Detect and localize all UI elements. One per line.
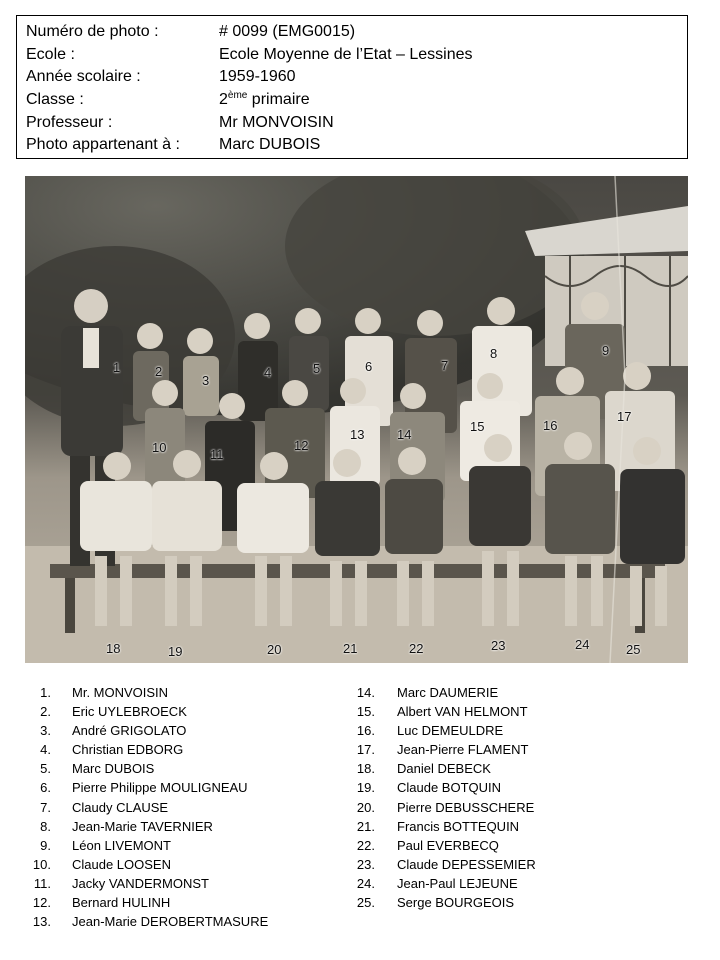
list-item	[24, 874, 268, 893]
item-name: Francis BOTTEQUIN	[397, 818, 520, 834]
item-number: 25.	[356, 895, 375, 911]
list-item	[24, 740, 268, 759]
item-name: Jean-Marie DEROBERTMASURE	[72, 914, 269, 930]
list-item	[342, 817, 536, 836]
list-item	[24, 683, 268, 702]
class-suffix: primaire	[247, 91, 310, 109]
list-item	[24, 893, 268, 912]
info-row-class	[26, 89, 687, 112]
info-value: Marc DUBOIS	[219, 136, 321, 154]
item-name: Jean-Marie TAVERNIER	[72, 818, 213, 834]
list-item	[24, 817, 268, 836]
list-item	[342, 683, 536, 702]
person-marker: 9	[602, 343, 610, 358]
person-marker: 10	[152, 440, 167, 455]
person-marker: 18	[106, 641, 121, 656]
item-number: 21.	[356, 818, 375, 834]
item-number: 15.	[356, 704, 375, 720]
info-value: # 0099 (EMG0015)	[219, 23, 356, 40]
person-marker: 22	[409, 641, 424, 656]
person-marker: 6	[365, 359, 373, 374]
person-marker: 5	[313, 361, 321, 376]
info-row-owner	[26, 134, 687, 157]
item-name: Jean-Pierre FLAMENT	[397, 742, 529, 758]
list-item	[342, 778, 536, 797]
item-number: 6.	[40, 780, 51, 796]
person-marker: 14	[397, 427, 412, 442]
list-item	[342, 759, 536, 778]
item-name: Mr. MONVOISIN	[72, 685, 169, 700]
list-item	[342, 874, 536, 893]
item-name: Claude LOOSEN	[72, 856, 171, 872]
item-name: Jean-Paul LEJEUNE	[397, 875, 518, 891]
list-item	[24, 721, 268, 740]
item-name: Serge BOURGEOIS	[397, 895, 515, 911]
info-value	[219, 89, 310, 112]
item-name: André GRIGOLATO	[72, 723, 187, 739]
info-label: Ecole :	[26, 45, 75, 63]
list-item	[24, 759, 268, 778]
item-number: 13.	[32, 914, 51, 930]
item-number: 12.	[32, 895, 51, 911]
item-number: 10.	[32, 856, 51, 872]
names-list-left	[24, 683, 268, 931]
person-marker: 20	[267, 642, 282, 657]
person-marker: 12	[294, 438, 309, 453]
person-marker: 13	[350, 427, 365, 442]
item-name: Léon LIVEMONT	[72, 837, 171, 853]
item-name: Eric UYLEBROECK	[72, 704, 187, 720]
info-row-school-year	[26, 66, 687, 89]
info-row-photo-number	[26, 21, 687, 44]
item-number: 7.	[40, 799, 51, 815]
item-number: 9.	[40, 837, 51, 853]
list-item	[342, 893, 536, 912]
list-item	[342, 836, 536, 855]
item-number: 23.	[356, 856, 375, 872]
list-item	[24, 778, 268, 797]
list-item	[342, 855, 536, 874]
person-marker: 4	[264, 365, 272, 380]
photo-info-box	[16, 15, 688, 159]
info-value: Mr MONVOISIN	[219, 113, 334, 131]
info-row-teacher	[26, 112, 687, 135]
item-name: Bernard HULINH	[72, 895, 171, 911]
item-name: Claude BOTQUIN	[397, 780, 502, 796]
list-item	[24, 912, 268, 931]
item-number: 5.	[40, 761, 51, 777]
person-marker: 16	[543, 418, 558, 433]
list-item	[24, 855, 268, 874]
item-number: 19.	[356, 780, 375, 796]
person-marker: 8	[490, 346, 498, 361]
item-number: 3.	[40, 723, 51, 739]
info-value: 1959-1960	[219, 68, 296, 86]
list-item	[342, 721, 536, 740]
item-name: Daniel DEBECK	[397, 761, 491, 777]
class-photo	[25, 176, 688, 663]
person-marker: 7	[441, 358, 449, 373]
list-item	[24, 702, 268, 721]
info-value: Ecole Moyenne de l’Etat – Lessines	[219, 45, 473, 63]
item-number: 24.	[356, 875, 375, 891]
class-photo-illustration	[25, 176, 688, 663]
person-marker: 24	[575, 637, 590, 652]
person-marker: 23	[491, 638, 506, 653]
list-item	[24, 836, 268, 855]
info-label: Professeur :	[26, 113, 113, 131]
item-name: Albert VAN HELMONT	[397, 704, 528, 720]
info-label: Numéro de photo :	[26, 23, 159, 40]
item-name: Pierre DEBUSSCHERE	[397, 799, 535, 815]
list-item	[342, 740, 536, 759]
item-name: Pierre Philippe MOULIGNEAU	[72, 780, 248, 796]
person-marker: 3	[202, 373, 210, 388]
info-label: Classe :	[26, 91, 84, 109]
item-name: Christian EDBORG	[72, 742, 184, 758]
item-number: 8.	[40, 818, 51, 834]
info-label: Photo appartenant à :	[26, 136, 180, 154]
person-marker: 15	[470, 419, 485, 434]
person-marker: 19	[168, 644, 183, 659]
item-number: 16.	[356, 723, 375, 739]
list-item	[24, 798, 268, 817]
item-name: Paul EVERBECQ	[397, 837, 499, 853]
info-row-school	[26, 44, 687, 67]
item-number: 18.	[356, 761, 375, 777]
person-marker: 17	[617, 409, 632, 424]
item-number: 17.	[356, 742, 375, 758]
item-number: 11.	[33, 875, 51, 891]
person-marker: 1	[113, 360, 121, 375]
person-marker: 2	[155, 364, 163, 379]
person-marker: 25	[626, 642, 641, 657]
item-name: Claude DEPESSEMIER	[397, 856, 536, 872]
item-number: 14.	[356, 685, 375, 700]
info-label: Année scolaire :	[26, 68, 141, 86]
item-number: 4.	[40, 742, 51, 758]
item-name: Claudy CLAUSE	[72, 799, 169, 815]
list-item	[342, 702, 536, 721]
item-name: Marc DUBOIS	[72, 761, 155, 777]
item-name: Jacky VANDERMONST	[72, 875, 209, 891]
list-item	[342, 798, 536, 817]
class-number: 2	[219, 91, 228, 109]
class-superscript: ème	[227, 90, 248, 102]
person-marker: 21	[343, 641, 358, 656]
item-number: 1.	[40, 685, 51, 700]
item-number: 20.	[356, 799, 375, 815]
item-number: 22.	[356, 837, 375, 853]
item-name: Luc DEMEULDRE	[397, 723, 504, 739]
names-list-right	[342, 683, 536, 912]
item-name: Marc DAUMERIE	[397, 685, 499, 700]
person-marker: 11	[210, 447, 224, 462]
item-number: 2.	[40, 704, 51, 720]
